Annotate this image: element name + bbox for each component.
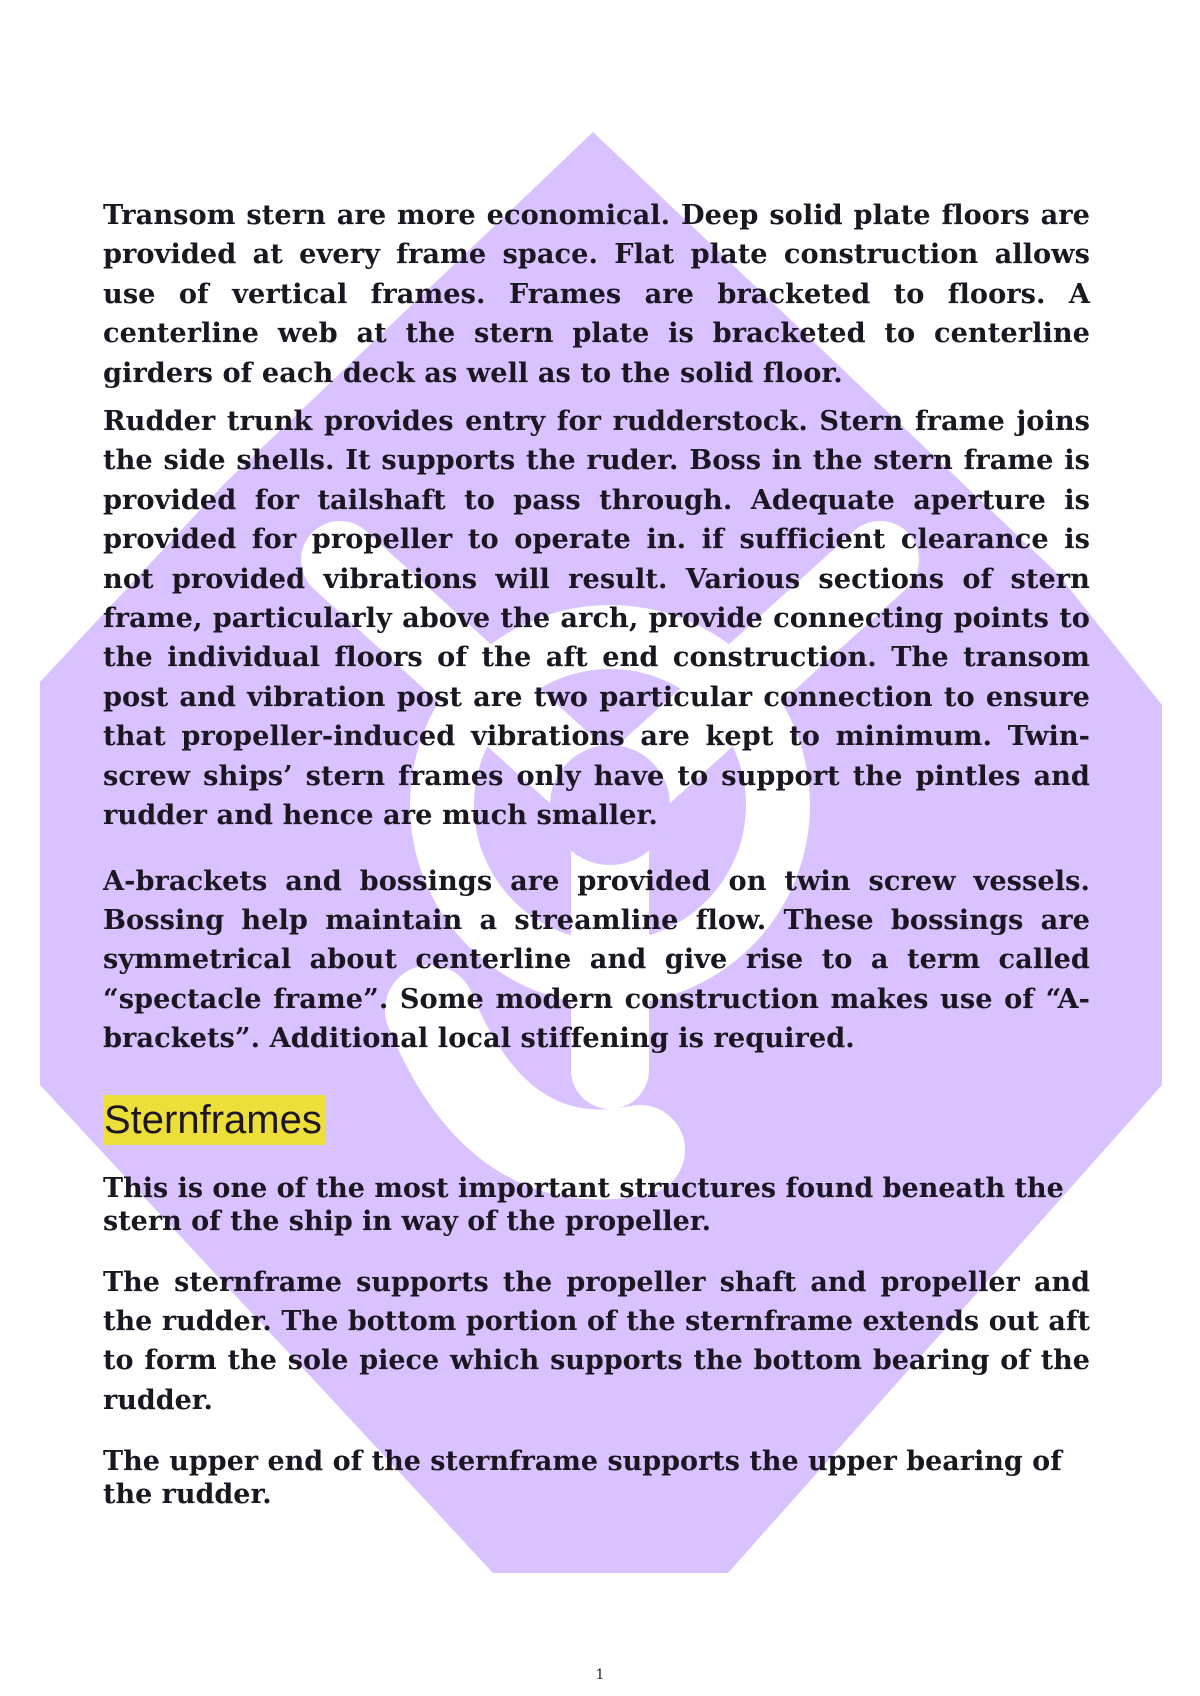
paragraph-sternframe-upper-end: The upper end of the sternframe supports the upper bearing of the rudder. (103, 1446, 1062, 1511)
paragraph-sternframe-supports: The sternframe supports the propeller shaft and propeller and the rudder. The bottom portion of the sternframe extends out aft to form the sole piece which supports the bottom bearing of the rudder. (103, 1266, 1090, 1416)
paragraph-a-brackets: A-brackets and bossings are provided on twin screw vessels. Bossing help maintain a streamline flow. These bossings are symmetrical about centerline and give rise to a term called “spectacle frame”. Some modern construction makes use of “A-brackets”. Additional local stiffening is required. (103, 864, 1090, 1055)
page-content (103, 196, 1090, 1511)
section-heading (103, 1095, 1090, 1145)
section-heading-text: Sternframes (103, 1095, 325, 1145)
paragraph-transom-stern: Transom stern are more economical. Deep solid plate floors are provided at every frame space. Flat plate construction allows use of vertical frames. Frames are bracketed to floors. A centerline web at the stern plate is bracketed to centerline girders of each deck as well as to the solid floor. (103, 199, 1090, 389)
paragraph-rudder-trunk: Rudder trunk provides entry for rudderstock. Stern frame joins the side shells. It supports the ruder. Boss in the stern frame is provided for tailshaft to pass through. Adequate aperture is provided for propeller to operate in. if sufficient clearance is not provided vibrations will result. Various sections of stern frame, particularly above the arch, provide connecting points to the individual floors of the aft end construction. The transom post and vibration post are two particular connection to ensure that propeller-induced vibrations are kept to minimum. Twin-screw ships’ stern frames only have to support the pintles and rudder and hence are much smaller. (103, 405, 1090, 832)
page-number: 1 (595, 1667, 605, 1683)
paragraph-sternframe-intro: This is one of the most important structures found beneath the stern of the ship in way of the propeller. (103, 1172, 1064, 1237)
